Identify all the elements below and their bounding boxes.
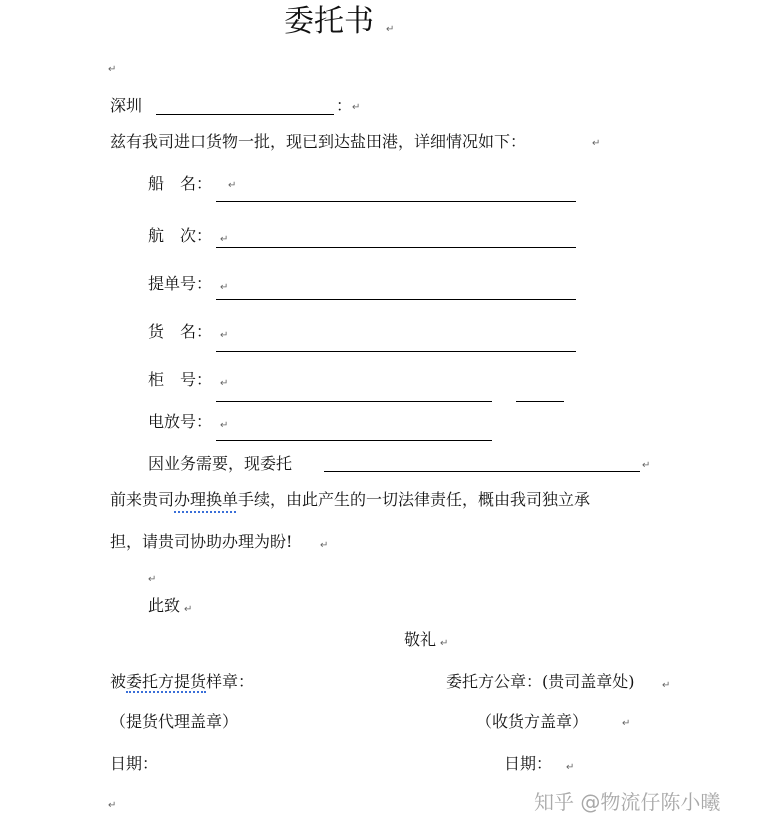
consignor-stamp-label: 委托方公章：(贵司盖章处) [446,672,635,691]
container-no-label: 柜 号： [148,370,213,389]
voyage-blank [216,247,576,248]
consignee-underlined: 委托方提货 [126,672,207,691]
paragraph-mark: ↵ [220,330,229,341]
paragraph-mark: ↵ [108,64,117,75]
bill-no-blank [216,299,576,300]
agent-blank [324,471,640,472]
addressee-blank [156,114,334,115]
paragraph-mark: ↵ [352,102,361,113]
paragraph-mark: ↵ [386,24,395,35]
paragraph-mark: ↵ [566,762,575,773]
pickup-agent-note: （提货代理盖章） [110,712,239,731]
bill-no-label: 提单号： [148,274,213,293]
city-label: 深圳 [110,96,143,115]
city-colon: ： [336,96,353,115]
consignee-suffix: 样章： [206,672,255,691]
paragraph-mark: ↵ [662,680,671,691]
paragraph-mark: ↵ [228,180,237,191]
document-title: 委托书 [284,4,374,39]
right-date-label: 日期： [504,754,553,773]
ship-name-blank [216,201,576,202]
paragraph-mark: ↵ [220,420,229,431]
left-date-label: 日期： [110,754,159,773]
receiver-note: （收货方盖章） [476,712,589,731]
paragraph-mark: ↵ [642,460,651,471]
reason-text: 因业务需要，现委托 [148,454,293,473]
regards-text: 此致 [148,596,181,615]
paragraph-mark: ↵ [440,638,449,649]
paragraph-mark: ↵ [220,378,229,389]
consignee-prefix: 被 [110,672,127,691]
ship-name-label: 船 名： [148,174,213,193]
paragraph-mark: ↵ [592,138,601,149]
paragraph-mark: ↵ [184,604,193,615]
paragraph-mark: ↵ [320,540,329,551]
paragraph-mark: ↵ [622,718,631,729]
paragraph-mark: ↵ [108,800,117,811]
telex-no-label: 电放号： [148,412,213,431]
responsibility-text-line2: 担，请贵司协助办理为盼! [110,532,293,551]
goods-name-blank [216,351,576,352]
seal-no-blank [516,401,564,402]
voyage-label: 航 次： [148,226,213,245]
paragraph-mark: ↵ [220,282,229,293]
intro-text: 兹有我司进口货物一批，现已到达盐田港，详细情况如下： [110,132,527,151]
spellcheck-underline [174,508,236,513]
telex-no-blank [216,440,492,441]
responsibility-text-line1: 前来贵司办理换单手续，由此产生的一切法律责任，概由我司独立承 [110,490,591,509]
watermark: 知乎 @物流仔陈小曦 [534,790,721,814]
consignee-stamp-label [110,672,254,692]
container-no-blank [216,401,492,402]
paragraph-mark: ↵ [148,574,157,585]
goods-name-label: 货 名： [148,322,213,341]
salute-text: 敬礼 [404,630,437,649]
paragraph-mark: ↵ [220,234,229,245]
